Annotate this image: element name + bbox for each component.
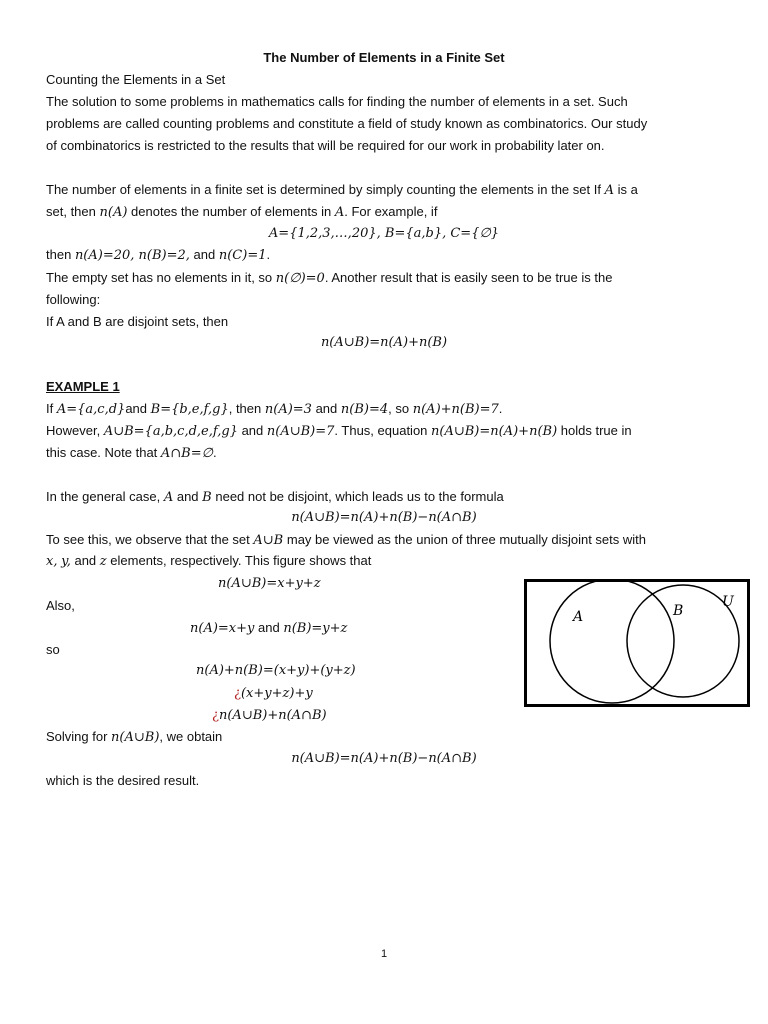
text: . For example, if [344,204,438,219]
math: A [604,183,614,198]
page-title: The Number of Elements in a Finite Set [263,50,505,65]
paragraph-line: If A and B are disjoint sets, then [46,314,229,329]
paragraph-line [46,180,638,201]
math: n(A∪B)=7 [266,424,335,439]
paragraph-line [46,727,222,748]
text: may be viewed as the union of three mutually disjoint sets with [286,532,647,547]
math: (x+y+z)+y [240,686,313,701]
intro-line-1: The solution to some problems in mathematics calls for finding the number of elements in a set. Such [46,94,628,109]
math: n(A)=3 [264,402,312,417]
text: The empty set has no elements in it, so [46,270,273,285]
intro-line-2: problems are called counting problems and constitute a field of study known as combinatorics. Our study [46,116,648,131]
math: A [163,490,174,505]
text: elements, respectively. This figure shows that [110,553,372,568]
math: A [334,205,345,220]
equation-step-3 [212,705,327,726]
universal-set-label: U [722,594,734,610]
text: , then [228,401,262,416]
example-line [46,399,502,420]
math: A∪B [253,533,284,548]
page-number: 1 [380,948,388,960]
equation-na-nb [190,618,347,639]
paragraph-line [46,551,371,572]
example-line [46,443,217,464]
math: A∩B=∅ [160,446,213,461]
math: B [202,490,212,505]
text: If [46,401,54,416]
equation-xyz: n(A∪B)=x+y+z [218,576,321,591]
paragraph-line: following: [46,292,101,307]
text: holds true in [560,423,632,438]
example-line [46,421,632,442]
math: n(A) [99,205,128,220]
math: n(B)=4 [340,402,389,417]
text: The number of elements in a finite set is determined by simply counting the elements in the set If [46,182,601,197]
text: In the general case, [46,489,161,504]
text: . Another result that is easily seen to be true is the [324,270,613,285]
math: z [99,554,107,569]
math: n(A)+n(B)=7 [412,402,499,417]
text: this case. Note that [46,445,158,460]
text: and [125,401,148,416]
text: and [74,553,97,568]
paragraph-line [46,202,437,223]
text: and [241,423,264,438]
math: n(B)=y+z [283,621,348,636]
math: n(A∪B) [111,730,160,745]
text: However, [46,423,101,438]
text: . [498,401,503,416]
paragraph-line [46,268,612,289]
paragraph-line: Also, [46,598,75,613]
math: n(A)=x+y [190,621,255,636]
equation-sum: n(A)+n(B)=(x+y)+(y+z) [196,663,356,678]
math: A∪B={a,b,c,d,e,f,g} [103,424,238,439]
equation-sets: A={1,2,3,…,20}, B={a,b}, C={∅} [268,226,500,241]
math: n(∅)=0 [275,271,325,286]
equation-step-2 [234,683,313,704]
text: then [46,247,72,262]
text: denotes the number of elements in [131,204,332,219]
math: x, [46,554,58,569]
set-b-label: B [673,603,684,619]
text: . [266,247,271,262]
text: and [258,620,280,635]
math: A={a,c,d} [56,402,126,417]
math: n(A)=20, n(B)=2, [74,248,190,263]
paragraph-line [46,487,504,508]
example-heading: EXAMPLE 1 [46,379,120,394]
equation-final: n(A∪B)=n(A)+n(B)−n(A∩B) [291,751,477,766]
text: . [212,445,217,460]
set-a-label: A [573,609,584,625]
text: , we obtain [159,729,223,744]
equation-disjoint-union: n(A∪B)=n(A)+n(B) [320,335,448,350]
text: need not be disjoint, which leads us to the formula [215,489,504,504]
paragraph-line [46,530,646,551]
math: n(C)=1 [218,248,267,263]
paragraph-line: which is the desired result. [46,773,200,788]
math-mark: ¿ [212,708,219,723]
text: Solving for [46,729,108,744]
text: To see this, we observe that the set [46,532,250,547]
section-subtitle: Counting the Elements in a Set [46,72,226,87]
math: n(A∪B)+n(A∩B) [218,708,327,723]
equation-union-formula: n(A∪B)=n(A)+n(B)−n(A∩B) [291,510,477,525]
text: is a [617,182,638,197]
math-mark: ¿ [234,686,241,701]
math: n(A∪B)=n(A)+n(B) [431,424,558,439]
math: B={b,e,f,g} [150,402,229,417]
paragraph-line [46,245,270,266]
text: set, then [46,204,96,219]
text: , so [388,401,410,416]
text: and [176,489,199,504]
math: y, [61,554,71,569]
text: and [315,401,338,416]
venn-diagram [524,579,750,707]
text: . Thus, equation [334,423,428,438]
intro-line-3: of combinatorics is restricted to the results that will be required for our work in probability later on. [46,138,605,153]
paragraph-line: so [46,642,60,657]
text: and [193,247,216,262]
